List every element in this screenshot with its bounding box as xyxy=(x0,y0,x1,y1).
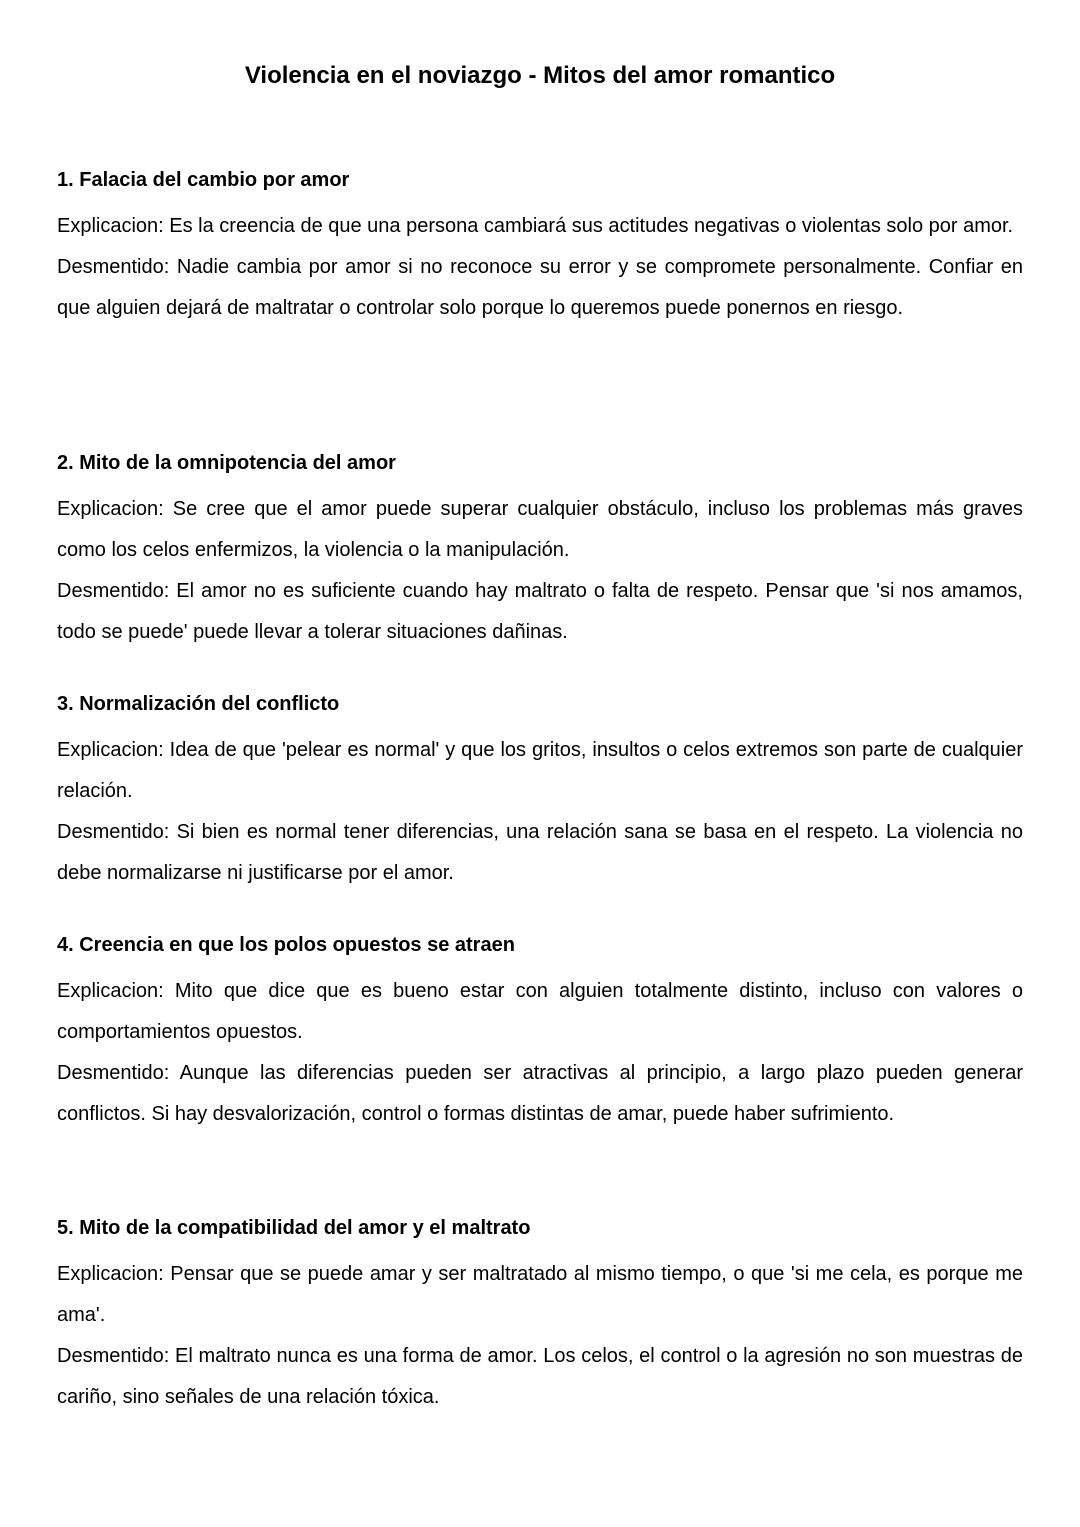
section-heading: 4. Creencia en que los polos opuestos se atraen xyxy=(57,934,515,956)
section-heading: 5. Mito de la compatibilidad del amor y el maltrato xyxy=(57,1217,531,1239)
section-explicacion: Explicacion: Pensar que se puede amar y ser maltratado al mismo tiempo, o que 'si me cela, es porque me ama'. xyxy=(57,1263,1023,1326)
section-heading: 1. Falacia del cambio por amor xyxy=(57,169,350,191)
myth-section-1 xyxy=(57,164,1023,329)
section-explicacion: Explicacion: Mito que dice que es bueno estar con alguien totalmente distinto, incluso con valores o comportamientos opuestos. xyxy=(57,980,1023,1043)
section-desmentido: Desmentido: Aunque las diferencias pueden ser atractivas al principio, a largo plazo pueden generar conflictos. Si hay desvalorización, control o formas distintas de amar, puede haber sufrimiento. xyxy=(57,1062,1023,1125)
section-heading: 2. Mito de la omnipotencia del amor xyxy=(57,452,396,474)
section-heading: 3. Normalización del conflicto xyxy=(57,693,340,715)
myth-section-2 xyxy=(57,447,1023,653)
myth-section-4 xyxy=(57,929,1023,1135)
section-desmentido: Desmentido: Si bien es normal tener diferencias, una relación sana se basa en el respeto. La violencia no debe normalizarse ni justificarse por el amor. xyxy=(57,821,1023,884)
section-explicacion: Explicacion: Idea de que 'pelear es normal' y que los gritos, insultos o celos extremos son parte de cualquier relación. xyxy=(57,739,1023,802)
myth-section-5 xyxy=(57,1212,1023,1418)
page-title: Violencia en el noviazgo - Mitos del amor romantico xyxy=(244,62,836,89)
section-explicacion: Explicacion: Se cree que el amor puede superar cualquier obstáculo, incluso los problemas más graves como los celos enfermizos, la violencia o la manipulación. xyxy=(57,498,1023,561)
section-desmentido: Desmentido: Nadie cambia por amor si no reconoce su error y se compromete personalmente. Confiar en que alguien dejará de maltratar o controlar solo porque lo queremos puede ponernos en riesgo. xyxy=(57,256,1023,319)
section-explicacion: Explicacion: Es la creencia de que una persona cambiará sus actitudes negativas o violentas solo por amor. xyxy=(57,215,1014,237)
myth-section-3 xyxy=(57,688,1023,894)
section-desmentido: Desmentido: El amor no es suficiente cuando hay maltrato o falta de respeto. Pensar que 'si nos amamos, todo se puede' puede llevar a tolerar situaciones dañinas. xyxy=(57,580,1023,643)
section-desmentido: Desmentido: El maltrato nunca es una forma de amor. Los celos, el control o la agresión no son muestras de cariño, sino señales de una relación tóxica. xyxy=(57,1345,1023,1408)
